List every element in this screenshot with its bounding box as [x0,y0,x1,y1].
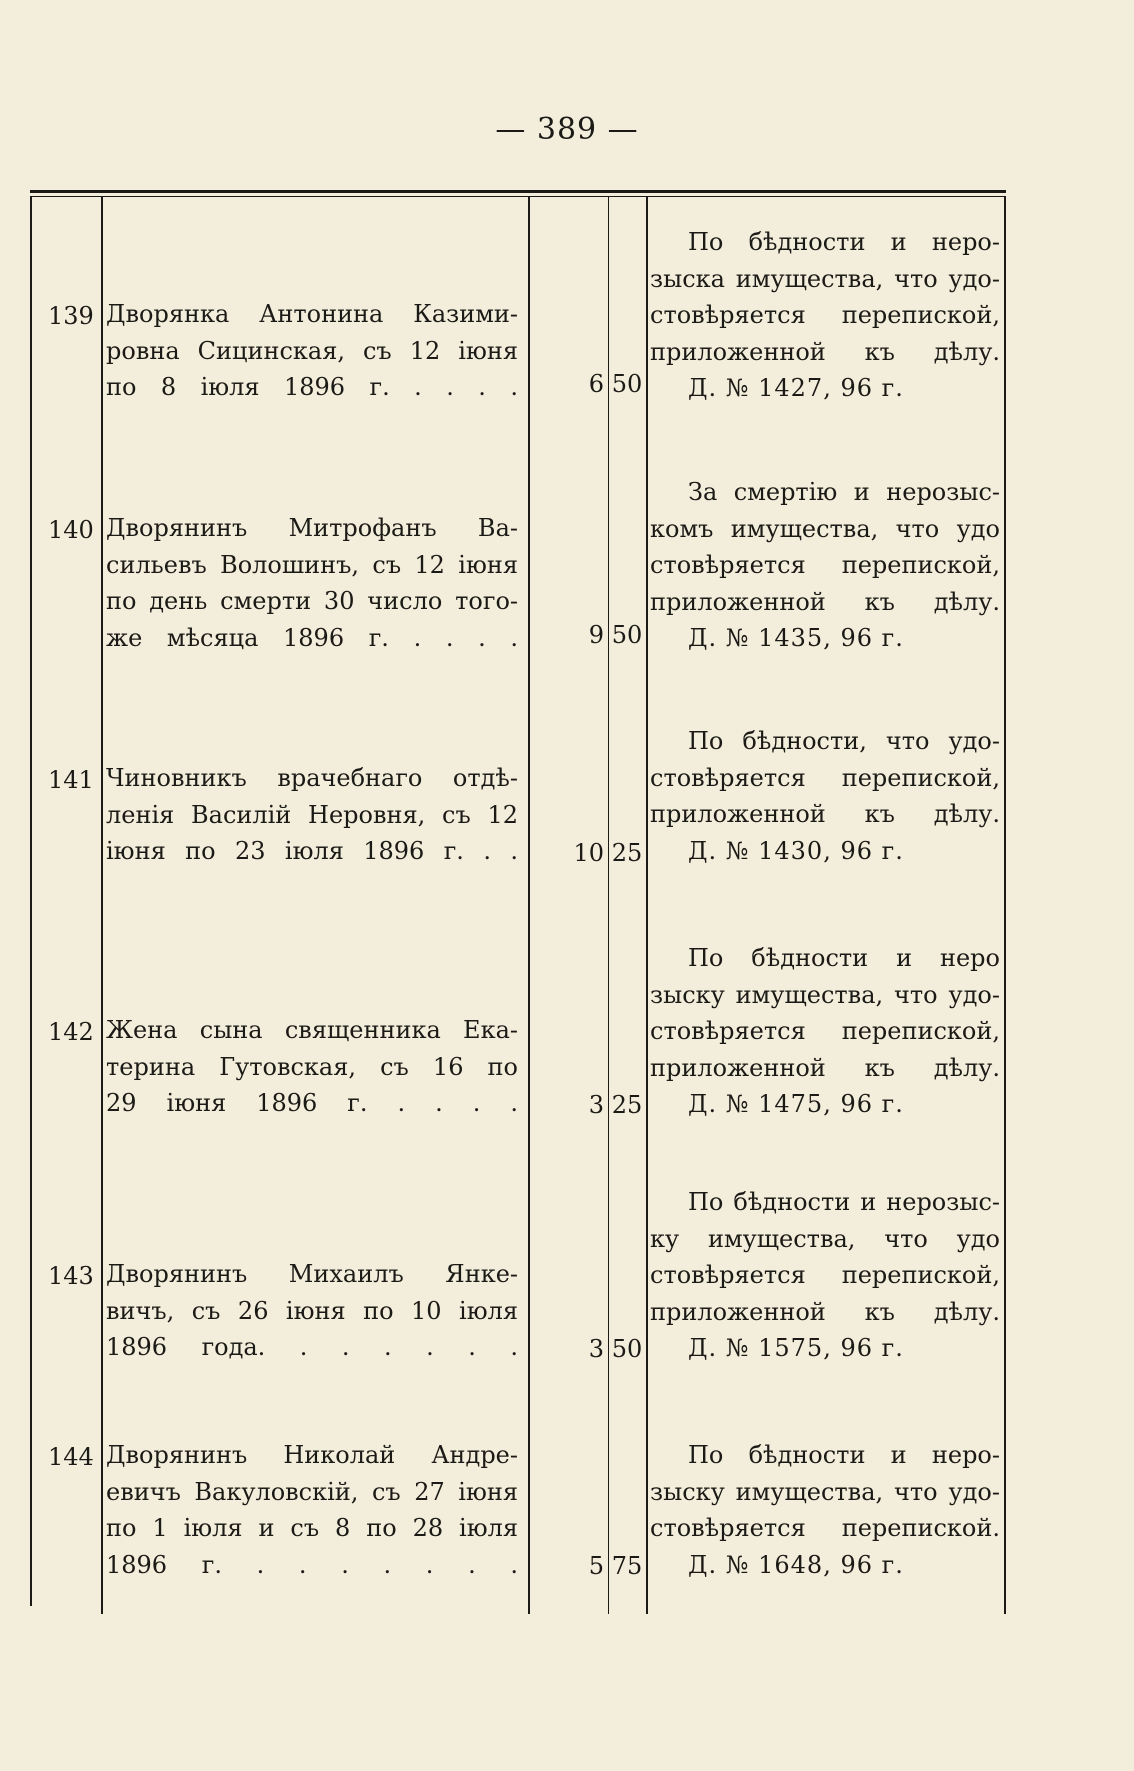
case-reference: Д. № 1648, 96 г. [688,1550,904,1579]
entry-number: 142 [48,1018,94,1046]
entry-name-line: терина Гутовская, съ 16 по [106,1052,518,1081]
table-top-rule [30,190,1006,193]
entry-name [106,1437,518,1583]
entry-reason [650,723,1000,869]
entry-reason-line: стовѣряется перепиской, [650,1017,1000,1045]
entry-reason-line: По бѣдности и неро [688,944,1000,972]
amount-rubles: 3 [588,1091,604,1119]
entry-name-line: сильевъ Волошинъ, съ 12 іюня [106,550,518,579]
entry-name-line: 1896 г. . . . . . . . [106,1550,518,1579]
entry-reason-line: приложенной къ дѣлу. [650,1053,1000,1082]
column-divider-right [1004,196,1006,1614]
entry-number: 143 [48,1262,94,1290]
entry-name-line: 1896 года. . . . . . . [106,1333,518,1361]
entry-reason-line: По бѣдности и неро- [688,228,1000,256]
amount-kopecks: 50 [611,621,643,649]
entry-name-line: Дворянка Антонина Казими- [106,300,518,328]
entry-name-line: ленія Василій Неровня, съ 12 [106,800,518,829]
case-reference: Д. № 1427, 96 г. [688,374,904,402]
page-number: — 389 — [495,112,639,147]
column-divider-kopecks [646,196,648,1614]
entry-name-line: же мѣсяца 1896 г. . . . . [106,623,518,652]
entry-reason-line: стовѣряется перепиской, [650,763,1000,792]
entry-name-line: Чиновникъ врачебнаго отдѣ- [106,764,518,792]
column-divider-number [101,196,103,1614]
entry-name-line: ровна Сицинская, съ 12 іюня [106,336,518,365]
amount-rubles: 10 [573,839,604,867]
entry-reason-line: приложенной къ дѣлу. [650,587,1000,616]
column-divider-name [528,196,530,1614]
amount-rubles: 3 [588,1335,604,1363]
entry-name-line: по 8 іюля 1896 г. . . . . [106,373,518,401]
entry-reason [650,1437,1000,1583]
entry-reason-line: приложенной къ дѣлу. [650,337,1000,366]
entry-name-line: вичъ, съ 26 іюня по 10 іюля [106,1296,518,1325]
entry-name-line: Дворянинъ Николай Андре- [106,1441,518,1469]
entry-reason-line: приложенной къ дѣлу. [650,800,1000,828]
entry-name [106,1256,518,1366]
entry-name-line: Дворянинъ Михаилъ Янке- [106,1260,518,1288]
case-reference: Д. № 1575, 96 г. [688,1334,904,1362]
entry-name-line: по 1 іюля и съ 8 по 28 іюля [106,1514,518,1542]
entry-number: 139 [48,302,94,330]
entry-reason-line: стовѣряется перепиской, [650,1261,1000,1289]
amount-kopecks: 25 [611,839,643,867]
entry-reason-line: По бѣдности и нерозыс- [688,1188,1000,1216]
entry-name-line: 29 іюня 1896 г. . . . . [106,1089,518,1117]
entry-reason-line: стовѣряется перепиской. [650,1514,1000,1542]
entry-name [106,510,518,656]
entry-name-line: евичъ Вакуловскій, съ 27 іюня [106,1477,518,1506]
entry-reason [650,940,1000,1123]
entry-name [106,760,518,870]
entry-number: 144 [48,1443,94,1471]
entry-name-line: Жена сына священника Ека- [106,1016,518,1044]
entry-reason-line: За смертію и нерозыс- [688,478,1000,506]
case-reference: Д. № 1475, 96 г. [688,1090,904,1118]
table-top-rule-thin [30,196,1006,197]
entry-reason-line: стовѣряется перепиской, [650,551,1000,579]
column-divider-rubles [608,196,609,1614]
case-reference: Д. № 1430, 96 г. [688,836,904,865]
entry-reason [650,224,1000,407]
entry-name [106,296,518,406]
amount-rubles: 9 [588,621,604,649]
column-divider-left [30,196,32,1606]
entry-reason-line: зыску имущества, что удо- [650,1477,1000,1506]
entry-reason-line: По бѣдности и неро- [688,1441,1000,1469]
amount-kopecks: 50 [611,1335,643,1363]
entry-reason-line: По бѣдности, что удо- [688,727,1000,755]
entry-reason [650,1184,1000,1367]
entry-reason-line: стовѣряется перепиской, [650,301,1000,329]
entry-reason-line: зыску имущества, что удо- [650,980,1000,1009]
amount-kopecks: 75 [611,1552,643,1580]
amount-rubles: 6 [588,370,604,398]
entry-reason-line: комъ имущества, что удо [650,514,1000,543]
amount-rubles: 5 [588,1552,604,1580]
entry-reason-line: зыска имущества, что удо- [650,264,1000,293]
entry-name-line: іюня по 23 іюля 1896 г. . . [106,837,518,865]
amount-kopecks: 50 [611,370,643,398]
entry-name [106,1012,518,1122]
entry-number: 140 [48,516,94,544]
entry-reason-line: приложенной къ дѣлу. [650,1297,1000,1326]
entry-number: 141 [48,766,94,794]
entry-reason [650,474,1000,657]
case-reference: Д. № 1435, 96 г. [688,624,904,652]
entry-reason-line: ку имущества, что удо [650,1224,1000,1253]
entry-name-line: по день смерти 30 число того- [106,587,518,615]
amount-kopecks: 25 [611,1091,643,1119]
entry-name-line: Дворянинъ Митрофанъ Ва- [106,514,518,542]
